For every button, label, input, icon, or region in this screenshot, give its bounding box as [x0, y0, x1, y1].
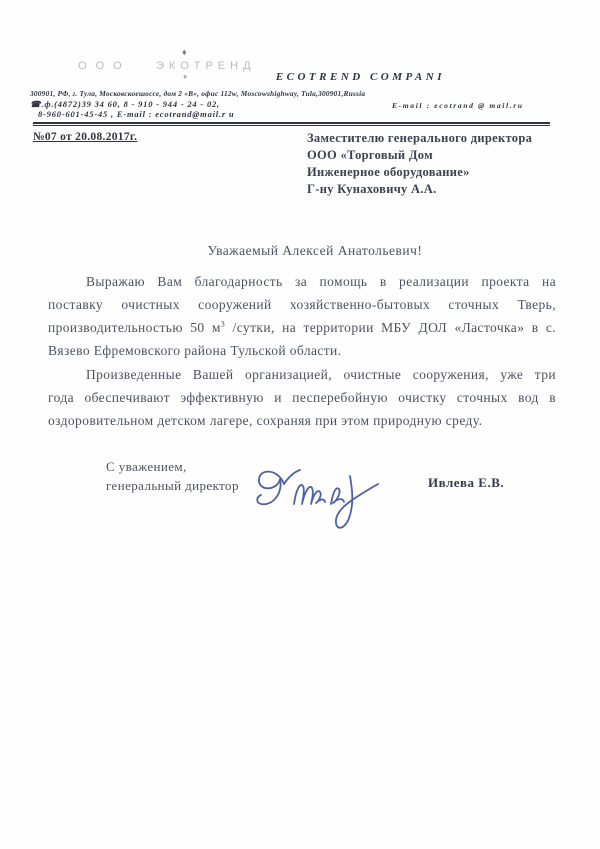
- company-name-en: ECOTREND COMPANI: [275, 71, 445, 83]
- recipient-block: [307, 130, 577, 198]
- recipient-line: Инженерное оборудование»: [307, 165, 470, 179]
- company-address: 300901, РФ, г. Тула, Московскоешоссе, дом 2 «В», офис 112w, Moscowshighway, Tula,300901,Russia: [30, 89, 366, 98]
- diamond-icon: ♦: [183, 72, 188, 81]
- diamond-icon: ♦: [182, 47, 187, 57]
- logo-company-name: ЭКОТРЕНД: [156, 60, 256, 72]
- body-line-text: /сутки, на территории МБУ ДОЛ «Ласточка» в с.: [225, 320, 556, 335]
- body-line: Произведенные Вашей организацией, очистные сооружения, уже три: [86, 367, 556, 382]
- phone-numbers: .ф.(4872)39 34 60, 8 - 910 - 944 - 24 - 02,: [41, 99, 220, 109]
- closing-regards: С уважением,: [106, 459, 187, 474]
- body-line: оздоровительном детском лагере, сохраняя при этом природную среду.: [48, 413, 483, 428]
- body-line-text: производительностью 50 м: [48, 320, 221, 335]
- logo-ooo-text: ООО: [78, 60, 131, 72]
- body-paragraph-2: [48, 363, 556, 432]
- body-line: Вязево Ефремовского района Тульской области.: [48, 343, 342, 358]
- body-line: года обеспечивают эффективную и песперебойную очистку сточных вод в: [48, 390, 556, 405]
- letter-reference-number: №07 от 20.08.2017г.: [33, 131, 138, 143]
- header-divider: [33, 122, 550, 126]
- signature-icon: [248, 440, 406, 540]
- body-line: Выражаю Вам благодарность за помощь в реализации проекта на: [86, 274, 556, 289]
- signer-name: Ивлева Е.В.: [428, 475, 505, 490]
- company-email: E-mail : ecotrand @ mail.ru: [392, 101, 524, 110]
- closing-title: генеральный директор: [106, 478, 239, 493]
- body-line: поставку очистных сооружений хозяйственно-бытовых сточных Тверь,: [48, 297, 556, 312]
- body-paragraph-1: [48, 270, 556, 362]
- superscript-cube: 3: [220, 319, 226, 329]
- recipient-line: Заместителю генерального директора: [307, 131, 533, 145]
- salutation: Уважаемый Алексей Анатольевич!: [207, 243, 423, 258]
- recipient-line: ООО «Торговый Дом: [307, 148, 433, 162]
- phone-icon: ☎: [30, 99, 42, 109]
- recipient-line: Г-ну Кунаховичу А.А.: [307, 182, 437, 196]
- phone-line-2: 8-960-601-45-45 , E-mail : ecotrand@mail.r u: [38, 109, 235, 119]
- handwritten-signature: [248, 440, 406, 545]
- body-line: [48, 316, 556, 339]
